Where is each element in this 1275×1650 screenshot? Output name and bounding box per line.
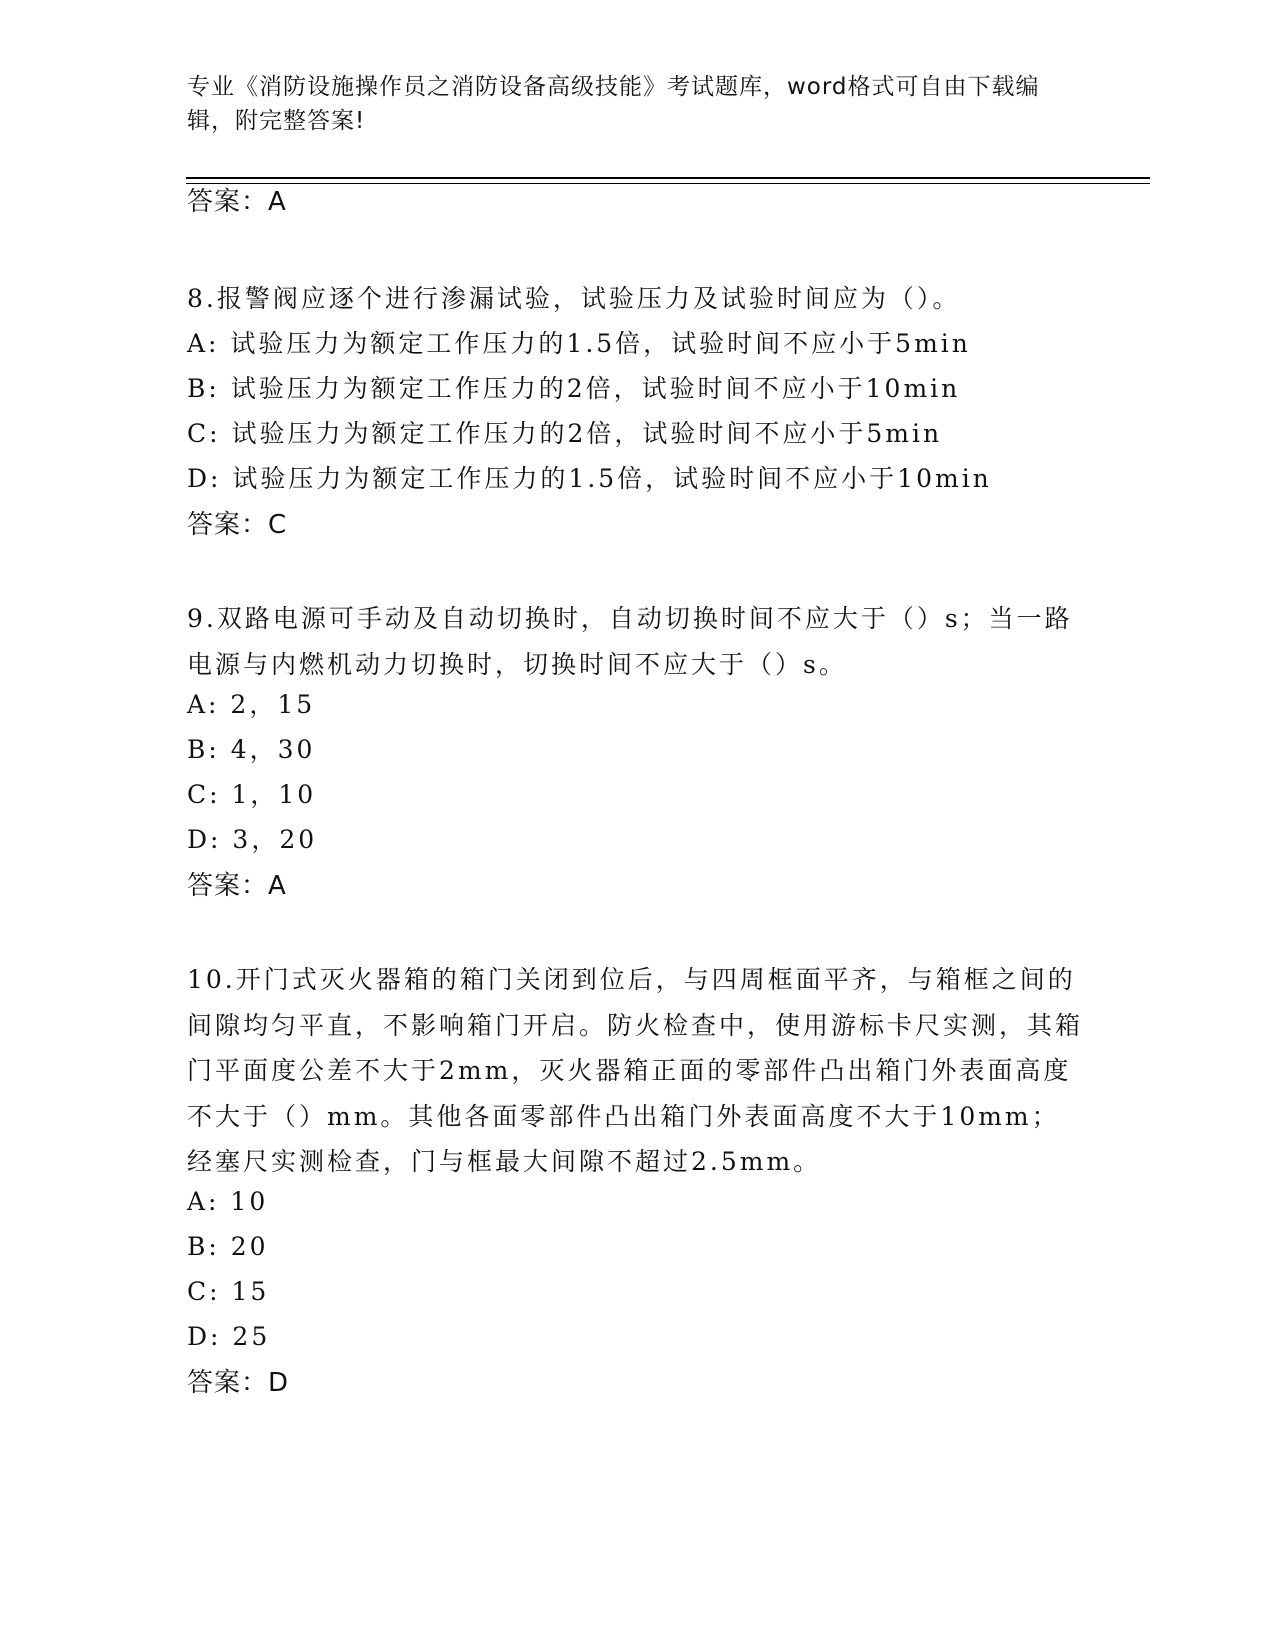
question-9-option-a: A: 2，15 — [187, 690, 316, 719]
question-9-option-d: D: 3，20 — [187, 825, 318, 854]
question-9-answer: 答案：A — [187, 871, 287, 901]
question-8-option-b: B: 试验压力为额定工作压力的2倍，试验时间不应小于10min — [187, 374, 961, 403]
question-10-stem: 10.开门式灭火器箱的箱门关闭到位后，与四周框面平齐，与箱框之间的间隙均匀平直，不影响箱门开启。防火检查中，使用游标卡尺实测，其箱门平面度公差不大于2mm，灭火器箱正面的零部件凸出箱门外表面高度不大于（）mm。其他各面零部件凸出箱门外表面高度不大于10mm；经塞尺实测检查，门与框最大间隙不超过2.5mm。 — [187, 965, 1084, 1176]
question-9-option-c: C: 1，10 — [187, 780, 317, 809]
question-9-stem: 9.双路电源可手动及自动切换时，自动切换时间不应大于（）s；当一路电源与内燃机动力切换时，切换时间不应大于（）s。 — [187, 604, 1073, 679]
document-intro: 专业《消防设施操作员之消防设备高级技能》考试题库，word格式可自由下载编辑，附完整答案! — [187, 74, 1040, 134]
question-10-option-a: A: 10 — [187, 1187, 269, 1216]
question-10-option-b: B: 20 — [187, 1232, 269, 1261]
question-8-option-a: A: 试验压力为额定工作压力的1.5倍，试验时间不应小于5min — [187, 329, 971, 358]
question-10-option-c: C: 15 — [187, 1277, 270, 1306]
question-8-option-c: C: 试验压力为额定工作压力的2倍，试验时间不应小于5min — [187, 419, 943, 448]
header-divider-thin — [186, 183, 1150, 184]
question-10-option-d: D: 25 — [187, 1322, 271, 1351]
question-8-option-d: D: 试验压力为额定工作压力的1.5倍，试验时间不应小于10min — [187, 464, 992, 493]
header-divider-thick — [186, 177, 1150, 179]
previous-answer: 答案：A — [187, 187, 287, 217]
question-10-answer: 答案：D — [187, 1368, 290, 1398]
question-8-stem: 8.报警阀应逐个进行渗漏试验，试验压力及试验时间应为（）。 — [187, 284, 961, 313]
question-8-answer: 答案：C — [187, 510, 288, 540]
question-9-option-b: B: 4，30 — [187, 735, 316, 764]
